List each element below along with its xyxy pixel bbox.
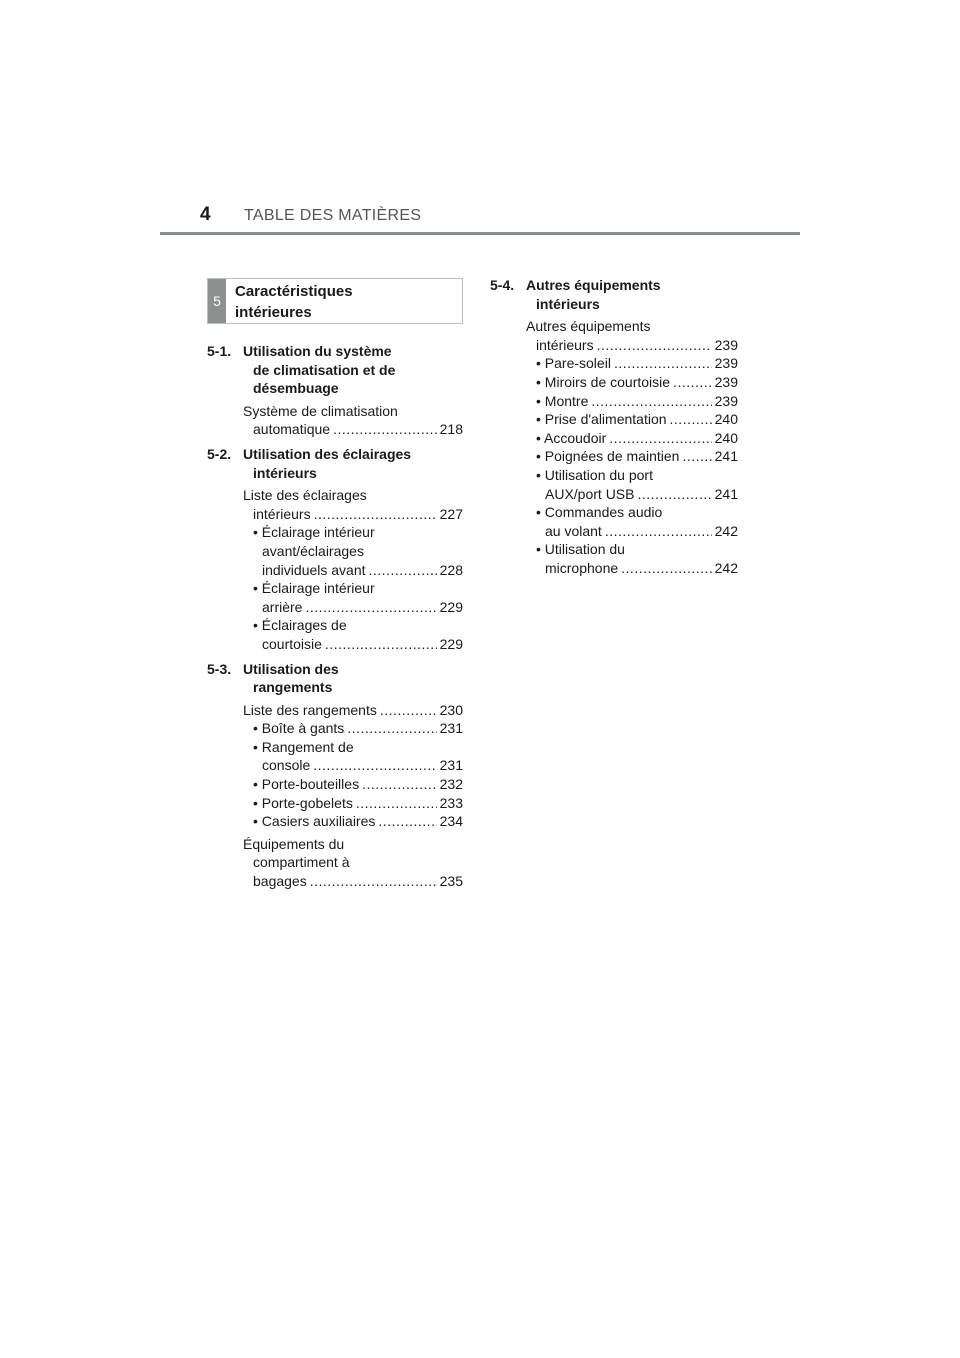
toc-subentry[interactable]	[490, 392, 738, 411]
entry-leader-line	[490, 373, 738, 392]
entry-leader-line	[490, 485, 738, 504]
entry-leader-line	[490, 447, 738, 466]
toc-section-5-2	[207, 445, 463, 654]
entry-leader-line	[207, 719, 463, 738]
toc-subentry[interactable]	[207, 579, 463, 616]
entry-text: • Prise d'alimentation	[536, 411, 667, 428]
page-ref: 241	[714, 448, 738, 465]
toc-subentry[interactable]	[490, 354, 738, 373]
entry-text: compartiment à	[253, 854, 350, 871]
entry-leader-line	[490, 336, 738, 355]
page-ref: 229	[439, 635, 463, 652]
chapter-title-line-2: intérieures	[235, 304, 312, 321]
entry-text: Équipements du	[243, 835, 345, 852]
entry-text: • Porte-bouteilles	[253, 776, 360, 793]
entry-text: • Utilisation du port	[536, 466, 653, 483]
chapter-title-line-1: Caractéristiques	[235, 283, 353, 300]
entry-text: • Porte-gobelets	[253, 794, 353, 811]
entry-text: • Boîte à gants	[253, 720, 345, 737]
dot-leader	[670, 410, 712, 429]
entry-leader-line	[207, 420, 463, 439]
entry-text: • Rangement de	[253, 738, 354, 755]
entry-leader-line	[207, 561, 463, 580]
page-ref: 232	[439, 776, 463, 793]
entry-leader-line	[490, 410, 738, 429]
section-title-line: Utilisation des éclairages	[243, 445, 412, 462]
section-title-line: Autres équipements	[526, 277, 661, 293]
dot-leader	[325, 635, 437, 654]
toc-section-5-1	[207, 342, 463, 439]
page-ref: 230	[439, 701, 463, 718]
toc-subentry[interactable]	[207, 523, 463, 579]
toc-subentry[interactable]	[207, 719, 463, 738]
page-ref: 231	[439, 720, 463, 737]
entry-text: automatique	[253, 421, 331, 438]
entry-text: • Accoudoir	[536, 429, 607, 446]
section-title-line: Utilisation des	[243, 660, 339, 677]
entry-text: • Pare-soleil	[536, 355, 611, 372]
toc-subentry[interactable]	[207, 812, 463, 831]
page-ref: 240	[714, 411, 738, 428]
entry-text: individuels avant	[262, 561, 366, 578]
section-number: 5-2.	[207, 445, 232, 462]
section-number: 5-3.	[207, 660, 232, 677]
dot-leader	[310, 872, 437, 891]
page-ref: 239	[714, 373, 738, 390]
section-title	[243, 342, 463, 398]
section-number: 5-1.	[207, 343, 232, 359]
toc-subentry[interactable]	[207, 775, 463, 794]
page-ref: 234	[439, 813, 463, 830]
dot-leader	[614, 354, 712, 373]
dot-leader	[605, 522, 712, 541]
entry-leader-line	[207, 701, 463, 720]
entry-text: AUX/port USB	[545, 485, 635, 502]
toc-entry[interactable]	[207, 486, 463, 523]
section-heading[interactable]	[490, 276, 738, 313]
toc-subentry[interactable]	[490, 373, 738, 392]
dot-leader	[621, 559, 711, 578]
chapter-title	[235, 281, 353, 323]
section-title-line: rangements	[253, 679, 333, 696]
entry-leader-line	[207, 505, 463, 524]
dot-leader	[369, 561, 437, 580]
entry-leader-line	[490, 522, 738, 541]
toc-subentry[interactable]	[207, 616, 463, 653]
toc-subentry[interactable]	[490, 447, 738, 466]
section-heading[interactable]	[207, 445, 463, 482]
entry-text: console	[262, 757, 311, 774]
section-heading[interactable]	[207, 660, 463, 697]
entry-text: • Éclairage intérieur	[253, 524, 375, 541]
page-ref: 233	[439, 794, 463, 811]
page-ref: 227	[439, 505, 463, 522]
entry-text: avant/éclairages	[262, 542, 364, 559]
dot-leader	[673, 373, 712, 392]
page-ref: 242	[714, 559, 738, 576]
dot-leader	[378, 812, 436, 831]
section-title	[526, 276, 738, 313]
entry-text: courtoisie	[262, 635, 322, 652]
dot-leader	[380, 701, 437, 720]
chapter-number-tab: 5	[208, 279, 226, 323]
toc-left-column	[207, 342, 463, 897]
entry-text: au volant	[545, 522, 602, 539]
toc-section-5-3	[207, 660, 463, 891]
dot-leader	[305, 598, 436, 617]
entry-text: • Utilisation du	[536, 541, 625, 558]
dot-leader	[356, 794, 437, 813]
entry-text: Système de climatisation	[243, 402, 398, 419]
section-title-line: désembuage	[253, 380, 339, 397]
toc-section-5-4	[490, 276, 738, 578]
dot-leader	[637, 485, 711, 504]
entry-leader-line	[490, 392, 738, 411]
page-header-title: TABLE DES MATIÈRES	[244, 207, 422, 224]
entry-text: • Montre	[536, 392, 589, 409]
toc-subentry[interactable]	[490, 540, 738, 577]
entry-text: • Éclairages de	[253, 617, 347, 634]
toc-subentry[interactable]	[207, 738, 463, 775]
page-ref: 241	[714, 485, 738, 502]
section-title-line: intérieurs	[536, 295, 600, 312]
page-number: 4	[200, 204, 211, 225]
entry-text: Liste des rangements	[243, 701, 377, 718]
toc-subentry[interactable]	[207, 794, 463, 813]
entry-text: • Commandes audio	[536, 504, 663, 521]
toc-entry[interactable]	[490, 317, 738, 354]
entry-text: arrière	[262, 598, 303, 615]
entry-text: intérieurs	[536, 336, 594, 353]
page-ref: 235	[439, 873, 463, 890]
header-rule	[160, 232, 800, 235]
entry-leader-line	[490, 559, 738, 578]
dot-leader	[591, 392, 711, 411]
dot-leader	[609, 429, 711, 448]
entry-text: bagages	[253, 873, 307, 890]
entry-leader-line	[490, 354, 738, 373]
dot-leader	[313, 756, 436, 775]
entry-text: Liste des éclairages	[243, 487, 367, 504]
page-ref: 228	[439, 561, 463, 578]
entry-leader-line	[207, 812, 463, 831]
toc-subentry[interactable]	[490, 410, 738, 429]
entry-text: • Éclairage intérieur	[253, 580, 375, 597]
page-ref: 239	[714, 355, 738, 372]
entry-text: • Casiers auxiliaires	[253, 813, 376, 830]
section-heading[interactable]	[207, 342, 463, 398]
page-ref: 242	[714, 522, 738, 539]
toc-entry[interactable]	[207, 701, 463, 720]
page-ref: 231	[439, 757, 463, 774]
toc-entry[interactable]	[207, 402, 463, 439]
toc-subentry[interactable]	[490, 466, 738, 503]
section-title	[243, 445, 463, 482]
entry-leader-line	[490, 429, 738, 448]
section-title	[243, 660, 463, 697]
page-ref: 218	[439, 421, 463, 438]
section-title-line: Utilisation du système	[243, 343, 392, 359]
entry-leader-line	[207, 794, 463, 813]
chapter-box	[207, 278, 463, 324]
dot-leader	[347, 719, 436, 738]
entry-leader-line	[207, 756, 463, 775]
toc-entry[interactable]	[207, 835, 463, 891]
dot-leader	[333, 420, 437, 439]
entry-leader-line	[207, 775, 463, 794]
toc-subentry[interactable]	[490, 503, 738, 540]
entry-text: intérieurs	[253, 505, 311, 522]
entry-text: • Miroirs de courtoisie	[536, 373, 671, 390]
dot-leader	[314, 505, 437, 524]
dot-leader	[362, 775, 437, 794]
section-number: 5-4.	[490, 277, 515, 293]
toc-subentry[interactable]	[490, 429, 738, 448]
entry-leader-line	[207, 872, 463, 891]
page-ref: 239	[714, 336, 738, 353]
dot-leader	[682, 447, 711, 466]
toc-right-column	[490, 276, 738, 584]
entry-text: Autres équipements	[526, 318, 651, 335]
page-ref: 229	[439, 598, 463, 615]
page-ref: 239	[714, 392, 738, 409]
entry-leader-line	[207, 635, 463, 654]
page-ref: 240	[714, 429, 738, 446]
entry-text: • Poignées de maintien	[536, 448, 680, 465]
dot-leader	[597, 336, 712, 355]
section-title-line: de climatisation et de	[253, 361, 396, 378]
entry-text: microphone	[545, 559, 619, 576]
entry-leader-line	[207, 598, 463, 617]
section-title-line: intérieurs	[253, 464, 317, 481]
